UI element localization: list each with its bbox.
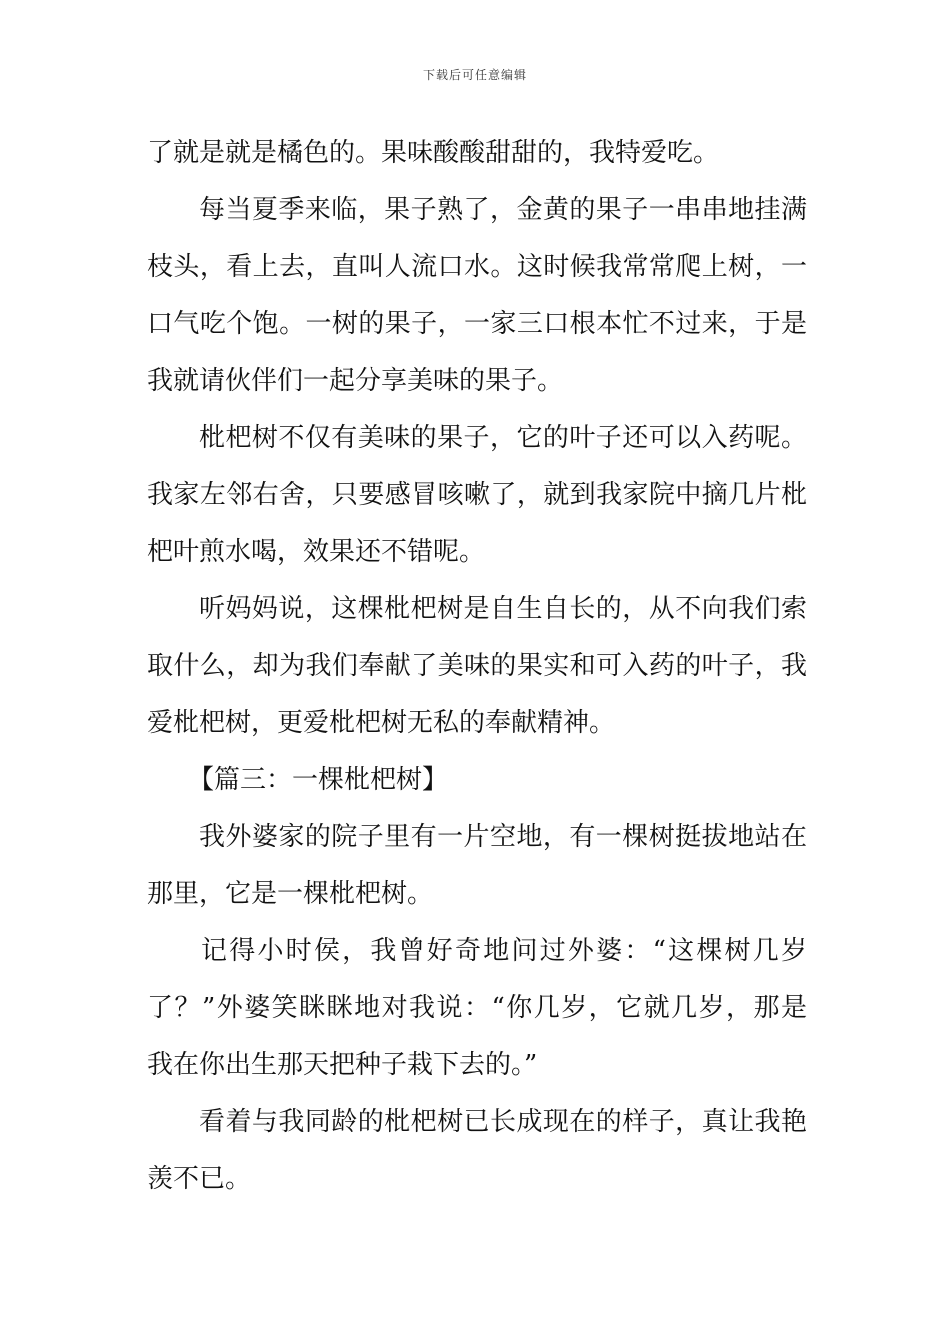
text-line: 我家左邻右舍，只要感冒咳嗽了，就到我家院中摘几片枇 — [147, 480, 807, 510]
paragraph-first-line: 看着与我同龄的枇杷树已长成现在的样子，真让我艳 — [199, 1107, 807, 1137]
text-line: 枝头，看上去，直叫人流口水。这时候我常常爬上树，一 — [147, 252, 807, 282]
text-line: 我就请伙伴们一起分享美味的果子。 — [147, 366, 564, 396]
paragraph-first-line: 枇杷树不仅有美味的果子，它的叶子还可以入药呢。 — [199, 423, 807, 453]
paragraph-first-line: 听妈妈说，这棵枇杷树是自生自长的，从不向我们索 — [199, 594, 807, 624]
text-line: 了？”外婆笑眯眯地对我说：“你几岁，它就几岁，那是 — [147, 993, 807, 1023]
section-heading: 【篇三：一棵枇杷树】 — [188, 765, 449, 795]
text-line: 我在你出生那天把种子栽下去的。” — [147, 1050, 538, 1080]
paragraph-first-line: 我外婆家的院子里有一片空地，有一棵树挺拔地站在 — [199, 822, 807, 852]
text-line: 了就是就是橘色的。果味酸酸甜甜的，我特爱吃。 — [147, 138, 720, 168]
paragraph-first-line: 每当夏季来临，果子熟了，金黄的果子一串串地挂满 — [199, 195, 807, 225]
text-line: 口气吃个饱。一树的果子，一家三口根本忙不过来，于是 — [147, 309, 807, 339]
paragraph-first-line: 记得小时侯，我曾好奇地问过外婆：“这棵树几岁 — [201, 936, 807, 966]
text-line: 取什么，却为我们奉献了美味的果实和可入药的叶子，我 — [147, 651, 807, 681]
text-line: 爱枇杷树，更爱枇杷树无私的奉献精神。 — [147, 708, 616, 738]
page-header: 下载后可任意编辑 — [422, 68, 527, 82]
text-line: 羡不已。 — [147, 1164, 252, 1194]
text-line: 那里，它是一棵枇杷树。 — [147, 879, 434, 909]
text-line: 杷叶煎水喝，效果还不错呢。 — [147, 537, 486, 567]
